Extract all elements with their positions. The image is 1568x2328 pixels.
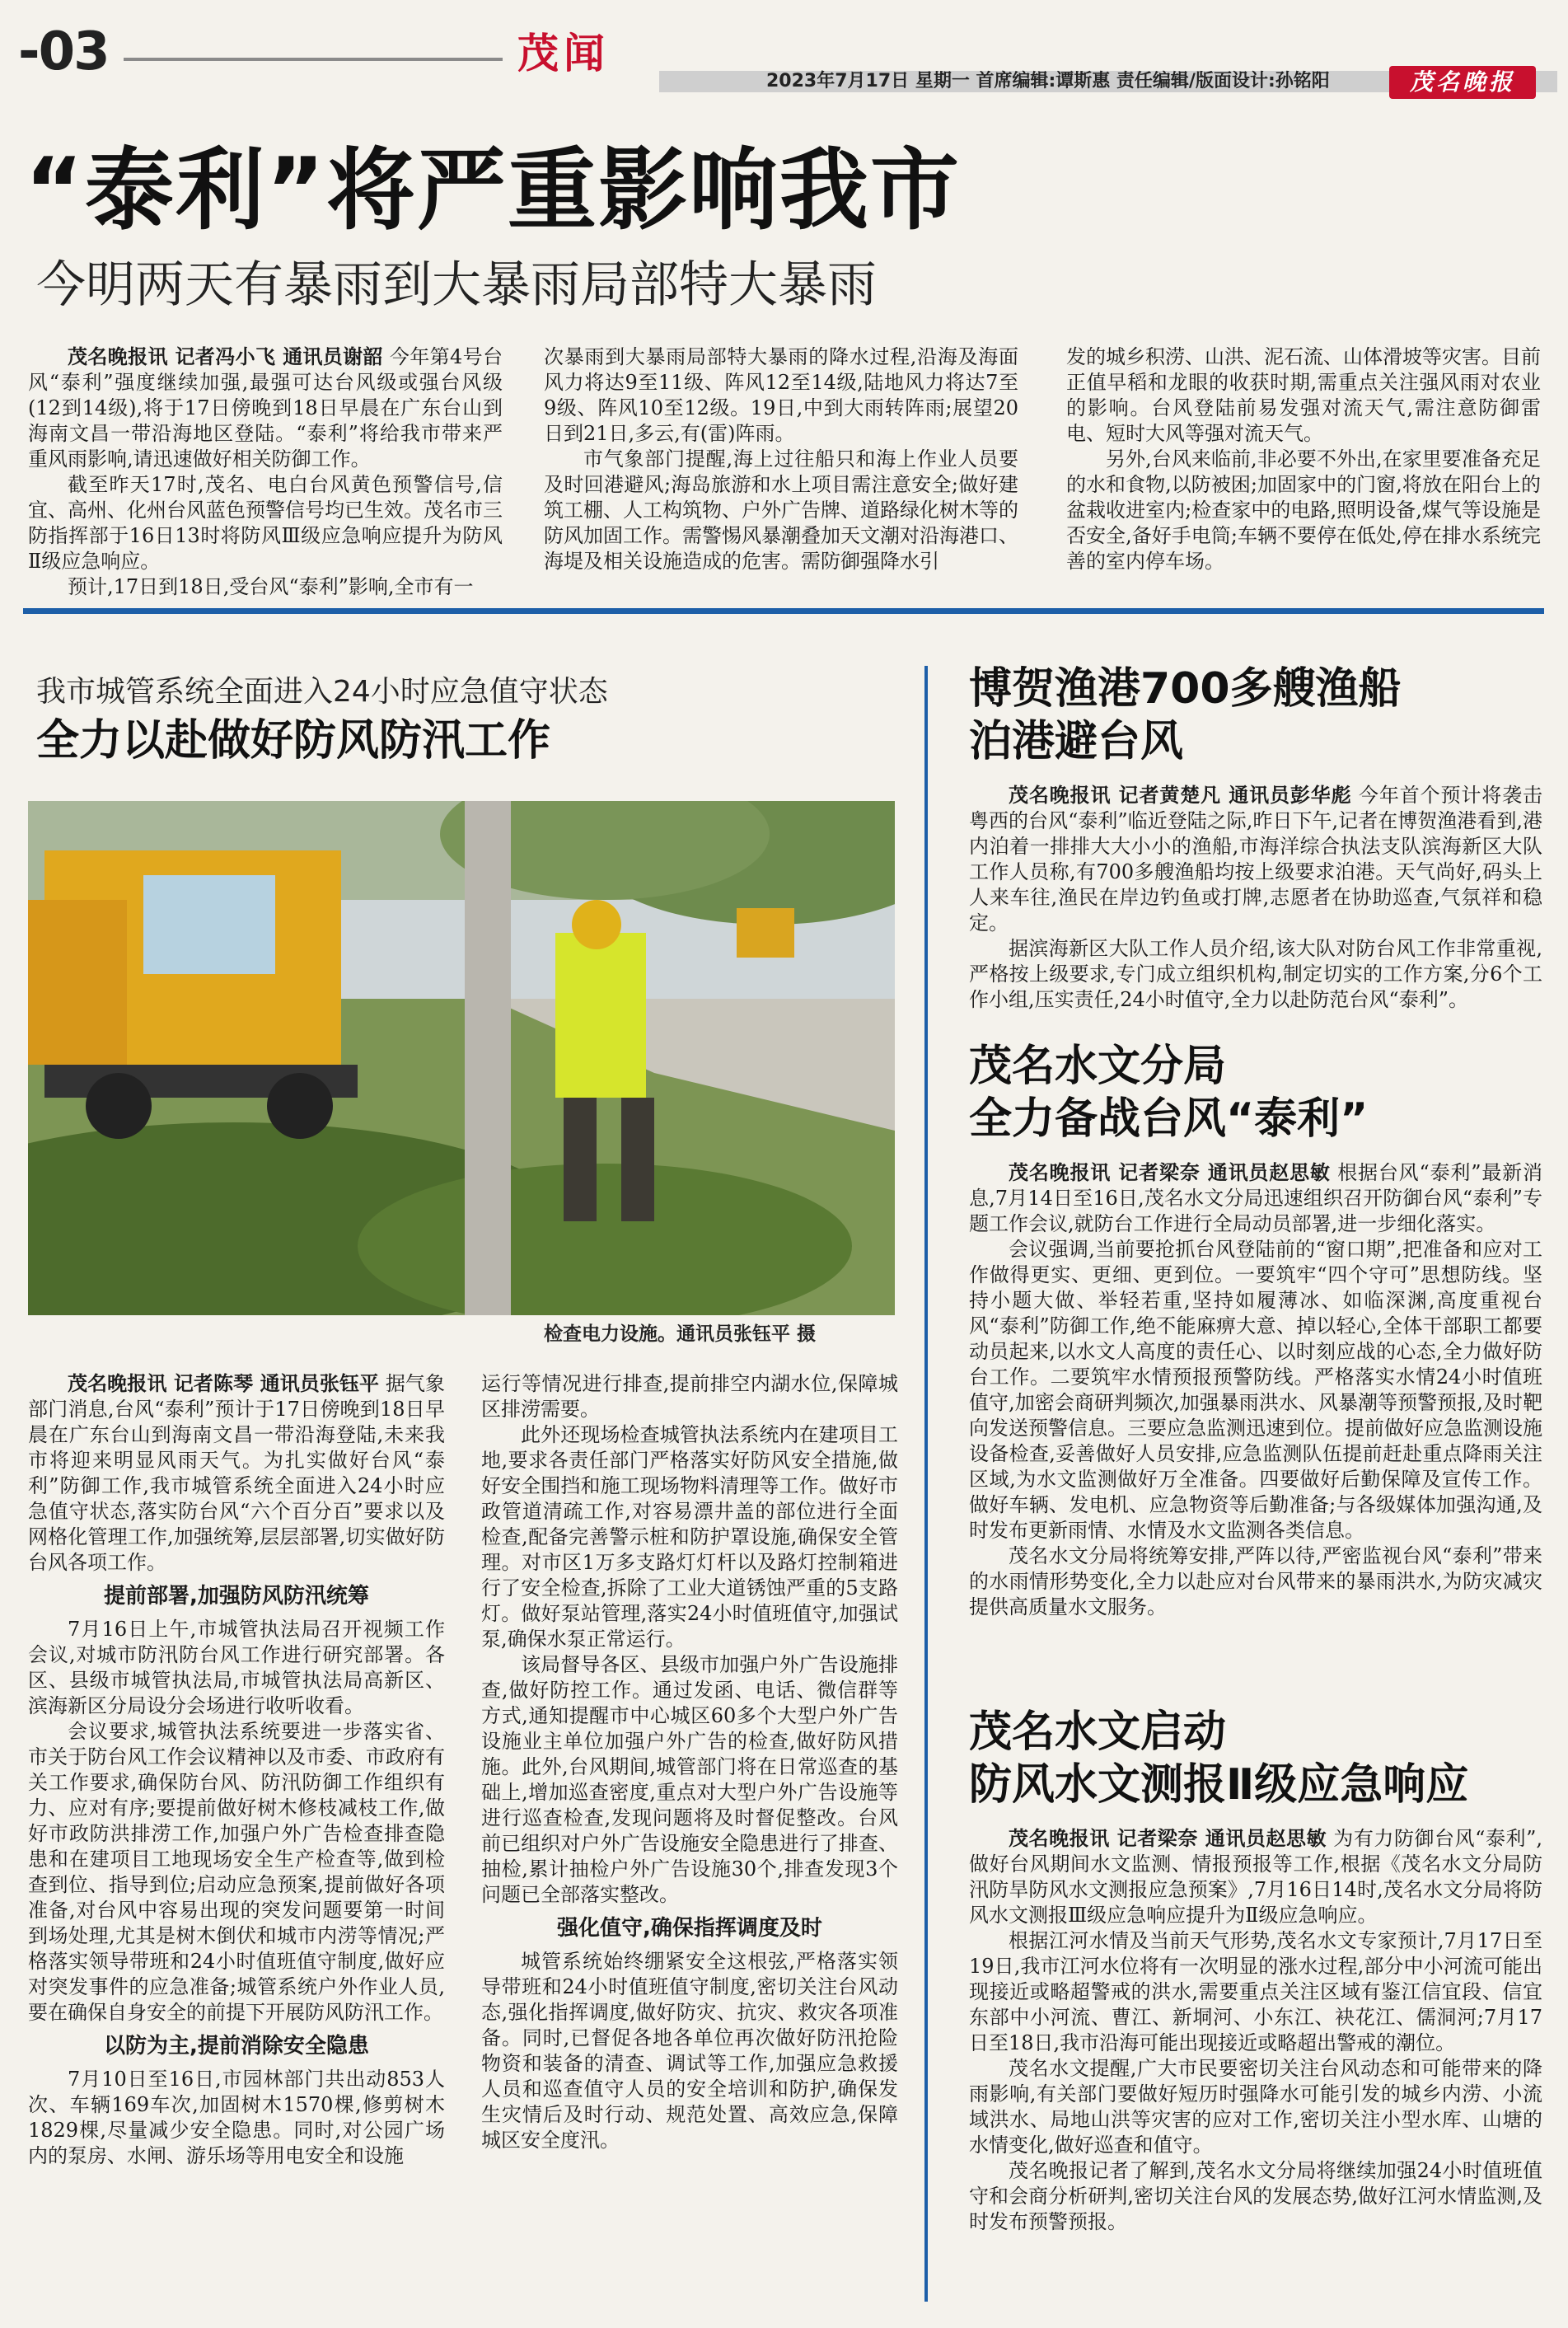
lead-col2-p2: 市气象部门提醒,海上过往船只和海上作业人员要及时回港避风;海岛旅游和水上项目需注意安全;做好建筑工棚、人工构筑物、户外广告牌、道路绿化树木等的防风加固工作。需警惕风暴潮叠加天文潮对沿海港口、海堤及相关设施造成的危害。需防御强降水引 [544, 447, 1018, 573]
right2-title-line1: 茂名水文分局 [969, 1042, 1227, 1091]
page-number: -03 [18, 21, 109, 82]
right1-p2: 据滨海新区大队工作人员介绍,该大队对防台风工作非常重视,严格按上级要求,专门成立组织机构,制定切实的工作方案,分6个工作小组,压实责任,24小时值守,全力以赴防范台风“泰利”。 [969, 937, 1542, 1011]
lead-divider [23, 608, 1544, 614]
right1-title-line1: 博贺渔港700多艘渔船 [969, 664, 1402, 714]
header-info: 2023年7月17日 星期一 首席编辑:谭斯惠 责任编辑/版面设计:孙铭阳 [766, 71, 1330, 91]
lead-col2-p1: 次暴雨到大暴雨局部特大暴雨的降水过程,沿海及海面风力将达9至11级、阵风12至14级,陆地风力将达7至9级、阵风10至12级。19日,中到大雨转阵雨;展望20日到21日,多云,有(雷)阵雨。 [544, 345, 1018, 445]
right3-p1: 为有力防御台风“泰利”,做好台风期间水文监测、情报预报等工作,根据《茂名水文分局防汛防旱防风水文测报应急预案》,7月16日14时,茂名水文分局将防风水文测报Ⅲ级应急响应提升为Ⅱ级应急响应。 [969, 1827, 1542, 1927]
left-subhead-1: 提前部署,加强防风防汛统筹 [104, 1584, 369, 1609]
lead-byline: 茂名晚报讯 记者冯小飞 通讯员谢韶 [68, 345, 383, 368]
left-col2-p1: 运行等情况进行排查,提前排空内湖水位,保障城区排涝需要。 [481, 1372, 898, 1421]
right3-title-line1: 茂名水文启动 [969, 1707, 1227, 1757]
lead-col3-p1: 发的城乡积涝、山洪、泥石流、山体滑坡等灾害。目前正值早稻和龙眼的收获时期,需重点关注强风雨对农业的影响。台风登陆前易发强对流天气,需注意防御雷电、短时大风等强对流天气。 [1066, 345, 1541, 445]
masthead-text: 茂名晚报 [1409, 68, 1515, 96]
left-story-byline: 茂名晚报讯 记者陈琴 通讯员张钰平 [68, 1372, 380, 1395]
lead-col3-p2: 另外,台风来临前,非必要不外出,在家里要准备充足的水和食物,以防被困;加固家中的门窗,将放在阳台上的盆栽收进室内;检查家中的电路,照明设备,煤气等设施是否安全,备好手电筒;车辆不要停在低处,停在排水系统完善的室内停车场。 [1066, 447, 1541, 573]
left-col2-p3: 该局督导各区、县级市加强户外广告设施排查,做好防控工作。通过发函、电话、微信群等方式,通知提醒市中心城区60多个大型户外广告设施业主单位加强户外广告的检查,做好防风措施。此外,台风期间,城管部门将在日常巡查的基础上,增加巡查密度,重点对大型户外广告设施等进行巡查检查,发现问题将及时督促整改。台风前已组织对户外广告设施安全隐患进行了排查、抽检,累计抽检户外广告设施30个,排查发现3个问题已全部落实整改。 [481, 1653, 898, 1906]
lead-col-1 [28, 344, 503, 600]
lead-col1-p1: 今年第4号台风“泰利”强度继续加强,最强可达台风级或强台风级(12到14级),将于17日傍晚到18日早晨在广东台山到海南文昌一带沿海地区登陆。“泰利”将给我市带来严重风雨影响,请迅速做好相关防御工作。 [28, 345, 503, 471]
left-col1-p2: 7月16日上午,市城管执法局召开视频工作会议,对城市防汛防台风工作进行研究部署。各区、县级市城管执法局,市城管执法局高新区、滨海新区分局设分会场进行收听收看。 [28, 1618, 445, 1717]
lead-col1-p3: 预计,17日到18日,受台风“泰利”影响,全市有一 [68, 575, 474, 598]
section-label: 茂闻 [517, 29, 610, 77]
left-story-photo [28, 801, 895, 1315]
left-subhead-2: 以防为主,提前消除安全隐患 [104, 2034, 369, 2059]
section-flag [517, 30, 641, 77]
photo-scene [28, 801, 895, 1315]
photo-caption: 检查电力设施。通讯员张钰平 摄 [544, 1323, 817, 1345]
right3-p2: 根据江河水情及当前天气形势,茂名水文专家预计,7月17日至19日,我市江河水位将有一次明显的涨水过程,部分中小河流可能出现接近或略超警戒的洪水,需要重点关注区域有鉴江信宜段、信宜东部中小河流、曹江、新垌河、小东江、袂花江、儒洞河;7月17日至18日,我市沿海可能出现接近或略超出警戒的潮位。 [969, 1929, 1542, 2054]
right-story-3 [969, 1706, 1542, 2235]
lead-col1-p2: 截至昨天17时,茂名、电白台风黄色预警信号,信宜、高州、化州台风蓝色预警信号均已生效。茂名市三防指挥部于16日13时将防风Ⅲ级应急响应提升为防风Ⅱ级应急响应。 [28, 473, 503, 573]
right1-p1: 今年首个预计将袭击粤西的台风“泰利”临近登陆之际,昨日下午,记者在博贺渔港看到,港内泊着一排排大大小小的渔船,市海洋综合执法支队滨海新区大队工作人员称,有700多艘渔船均按上级要求泊港。天气尚好,码头上人来车往,渔民在岸边钓鱼或打牌,志愿者在协助巡查,气氛祥和稳定。 [969, 784, 1543, 934]
right-story-1 [969, 663, 1542, 1013]
left-story-col-1 [28, 1371, 445, 2169]
lead-subtitle: 今明两天有暴雨到大暴雨局部特大暴雨 [36, 256, 877, 314]
right3-title-line2: 防风水文测报Ⅱ级应急响应 [969, 1760, 1469, 1810]
masthead-logo [1389, 66, 1536, 99]
right-story-2 [969, 1040, 1542, 1620]
left-col1-p4: 7月10日至16日,市园林部门共出动853人次、车辆169车次,加固树木1570棵,修剪树木1829棵,尽量减少安全隐患。同时,对公园广场内的泵房、水闸、游乐场等用电安全和设施 [28, 2068, 445, 2167]
left-story-title: 全力以赴做好防风防汛工作 [36, 716, 551, 766]
left-subhead-3: 强化值守,确保指挥调度及时 [557, 1916, 822, 1941]
lead-col-2 [544, 344, 1018, 574]
right3-p3: 茂名水文提醒,广大市民要密切关注台风动态和可能带来的降雨影响,有关部门要做好短历时强降水可能引发的城乡内涝、小流域洪水、局地山洪等灾害的应对工作,密切关注小型水库、山塘的水情变化,做好巡查和值守。 [969, 2057, 1542, 2157]
left-col1-p3: 会议要求,城管执法系统要进一步落实省、市关于防台风工作会议精神以及市委、市政府有关工作要求,确保防台风、防汛防御工作组织有力、应对有序;要提前做好树木修枝减枝工作,做好市政防洪排涝工作,加强户外广告检查排查隐患和在建项目工地现场安全生产检查等,做到检查到位、指导到位;启动应急预案,提前做好各项准备,对台风中容易出现的突发问题要第一时间到场处理,尤其是树木倒伏和城市内涝等情况;严格落实领导带班和24小时值班值守制度,做好应对突发事件的应急准备;城管系统户外作业人员,要在确保自身安全的前提下开展防风防汛工作。 [28, 1720, 445, 2024]
right2-p1: 根据台风“泰利”最新消息,7月14日至16日,茂名水文分局迅速组织召开防御台风“泰利”专题工作会议,就防台工作进行全局动员部署,进一步细化落实。 [969, 1161, 1542, 1235]
left-col1-p1: 据气象部门消息,台风“泰利”预计于17日傍晚到18日早晨在广东台山到海南文昌一带沿海登陆,未来我市将迎来明显风雨天气。为扎实做好台风“泰利”防御工作,我市城管系统全面进入24小时应急值守状态,落实防台风“六个百分百”要求以及网格化管理工作,加强统筹,层层部署,切实做好防台风各项工作。 [28, 1372, 445, 1574]
right2-p2: 会议强调,当前要抢抓台风登陆前的“窗口期”,把准备和应对工作做得更实、更细、更到位。一要筑牢“四个守可”思想防线。坚持小题大做、举轻若重,坚持如履薄冰、如临深渊,高度重视台风“泰利”防御工作,绝不能麻痹大意、掉以轻心,全体干部职工都要动员起来,以水文人高度的责任心、以时刻应战的心态,全力做好防台工作。二要筑牢水情预报预警防线。严格落实水情24小时值班值守,加密会商研判频次,加强暴雨洪水、风暴潮等预警预报,及时靶向发送预警信息。三要应急监测迅速到位。提前做好应急监测设施设备检查,妥善做好人员安排,应急监测队伍提前赶赴重点降雨关注区域,为水文监测做好万全准备。四要做好后勤保障及宣传工作。做好车辆、发电机、应急物资等后勤准备;与各级媒体加强沟通,及时发布更新雨情、水情及水文监测各类信息。 [969, 1238, 1542, 1542]
right2-title-line2: 全力备战台风“泰利” [969, 1094, 1369, 1144]
lead-title: “泰利”将严重影响我市 [25, 139, 961, 242]
right1-title-line2: 泊港避台风 [969, 717, 1184, 766]
right-column-divider [924, 666, 928, 2302]
right2-p3: 茂名水文分局将统筹安排,严阵以待,严密监视台风“泰利”带来的水雨情形势变化,全力以赴应对台风带来的暴雨洪水,为防灾减灾提供高质量水文服务。 [969, 1544, 1542, 1618]
right3-p4: 茂名晚报记者了解到,茂名水文分局将继续加强24小时值班值守和会商分析研判,密切关注台风的发展态势,做好江河水情监测,及时发布预警预报。 [969, 2159, 1542, 2233]
left-story-kicker: 我市城管系统全面进入24小时应急值守状态 [36, 675, 608, 709]
right1-byline: 茂名晚报讯 记者黄楚凡 通讯员彭华彪 [1009, 784, 1352, 807]
left-col2-p4: 城管系统始终绷紧安全这根弦,严格落实领导带班和24小时值班值守制度,密切关注台风动态,强化指挥调度,做好防灾、抗灾、救灾各项准备。同时,已督促各地各单位再次做好防汛抢险物资和装备的清查、调试等工作,加强应急救援人员和巡查值守人员的安全培训和防护,确保发生灾情后及时行动、规范处置、高效应急,保障城区安全度汛。 [481, 1950, 898, 2152]
left-col2-p2: 此外还现场检查城管执法系统内在建项目工地,要求各责任部门严格落实好防风安全措施,做好安全围挡和施工现场物料清理等工作。做好市政管道清疏工作,对容易漂井盖的部位进行全面检查,配备完善警示桩和防护罩设施,确保安全管理。对市区1万多支路灯灯杆以及路灯控制箱进行了安全检查,拆除了工业大道锈蚀严重的5支路灯。做好泵站管理,落实24小时值班值守,加强试泵,确保水泵正常运行。 [481, 1423, 898, 1651]
header-rule-left [124, 58, 503, 61]
left-story-col-2 [481, 1371, 898, 2153]
right3-byline: 茂名晚报讯 记者梁奈 通讯员赵思敏 [1009, 1827, 1327, 1850]
lead-col-3 [1066, 344, 1541, 574]
right2-byline: 茂名晚报讯 记者梁奈 通讯员赵思敏 [1009, 1161, 1331, 1184]
